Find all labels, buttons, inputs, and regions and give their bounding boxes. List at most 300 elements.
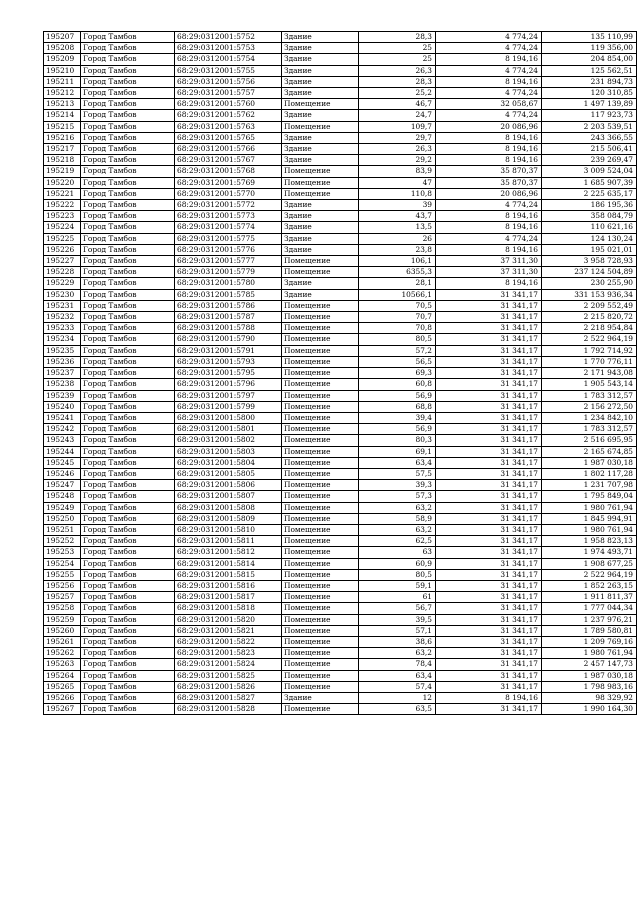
cell-city: Город Тамбов <box>81 368 175 379</box>
cell-object-type: Здание <box>282 211 359 222</box>
cell-id: 195212 <box>44 88 81 99</box>
cell-object-type: Помещение <box>282 412 359 423</box>
cell-area: 63,4 <box>359 457 436 468</box>
cell-city: Город Тамбов <box>81 435 175 446</box>
cell-area: 25 <box>359 54 436 65</box>
cell-id: 195240 <box>44 401 81 412</box>
cell-rate: 31 341,17 <box>436 580 542 591</box>
table-row <box>44 480 637 491</box>
cell-area: 10566,1 <box>359 289 436 300</box>
cell-id: 195243 <box>44 435 81 446</box>
cell-area: 58,9 <box>359 513 436 524</box>
cell-value: 1 802 117,28 <box>542 468 637 479</box>
cell-id: 195241 <box>44 412 81 423</box>
cell-object-type: Здание <box>282 110 359 121</box>
cell-area: 26,3 <box>359 65 436 76</box>
cell-city: Город Тамбов <box>81 659 175 670</box>
table-row <box>44 300 637 311</box>
cell-value: 1 237 976,21 <box>542 614 637 625</box>
cadastral-table <box>43 31 637 715</box>
cell-cadastral-number: 68:29:0312001:5765 <box>175 132 282 143</box>
cell-area: 70,7 <box>359 312 436 323</box>
cell-rate: 8 194,16 <box>436 278 542 289</box>
cell-city: Город Тамбов <box>81 446 175 457</box>
cell-object-type: Помещение <box>282 435 359 446</box>
cell-city: Город Тамбов <box>81 547 175 558</box>
cell-area: 57,5 <box>359 468 436 479</box>
cell-id: 195231 <box>44 300 81 311</box>
table-row <box>44 188 637 199</box>
cell-city: Город Тамбов <box>81 166 175 177</box>
cell-cadastral-number: 68:29:0312001:5770 <box>175 188 282 199</box>
table-row <box>44 446 637 457</box>
cell-area: 69,3 <box>359 368 436 379</box>
cell-object-type: Помещение <box>282 636 359 647</box>
table-row <box>44 558 637 569</box>
cell-id: 195236 <box>44 356 81 367</box>
cell-cadastral-number: 68:29:0312001:5806 <box>175 480 282 491</box>
cell-id: 195264 <box>44 670 81 681</box>
table-row <box>44 132 637 143</box>
table-row <box>44 334 637 345</box>
cell-value: 1 770 776,11 <box>542 356 637 367</box>
cell-cadastral-number: 68:29:0312001:5800 <box>175 412 282 423</box>
cell-id: 195259 <box>44 614 81 625</box>
cell-rate: 31 341,17 <box>436 401 542 412</box>
cell-cadastral-number: 68:29:0312001:5803 <box>175 446 282 457</box>
cell-area: 60,8 <box>359 379 436 390</box>
cell-cadastral-number: 68:29:0312001:5780 <box>175 278 282 289</box>
table-row <box>44 704 637 715</box>
cell-city: Город Тамбов <box>81 289 175 300</box>
cell-value: 1 987 030,18 <box>542 457 637 468</box>
cell-area: 39,4 <box>359 412 436 423</box>
cell-city: Город Тамбов <box>81 312 175 323</box>
cell-id: 195239 <box>44 390 81 401</box>
cell-city: Город Тамбов <box>81 491 175 502</box>
cell-rate: 4 774,24 <box>436 110 542 121</box>
cell-rate: 31 341,17 <box>436 558 542 569</box>
cell-rate: 31 341,17 <box>436 491 542 502</box>
cell-city: Город Тамбов <box>81 65 175 76</box>
cell-rate: 4 774,24 <box>436 233 542 244</box>
cell-object-type: Здание <box>282 32 359 43</box>
cell-id: 195227 <box>44 256 81 267</box>
cell-cadastral-number: 68:29:0312001:5826 <box>175 681 282 692</box>
cell-rate: 4 774,24 <box>436 200 542 211</box>
cell-cadastral-number: 68:29:0312001:5772 <box>175 200 282 211</box>
cell-rate: 31 341,17 <box>436 300 542 311</box>
cell-cadastral-number: 68:29:0312001:5773 <box>175 211 282 222</box>
cell-cadastral-number: 68:29:0312001:5776 <box>175 244 282 255</box>
table-row <box>44 244 637 255</box>
cell-value: 125 562,51 <box>542 65 637 76</box>
cell-value: 3 009 524,04 <box>542 166 637 177</box>
cell-object-type: Здание <box>282 155 359 166</box>
cell-object-type: Помещение <box>282 166 359 177</box>
table-body <box>44 32 637 715</box>
cell-rate: 35 870,37 <box>436 166 542 177</box>
cell-city: Город Тамбов <box>81 457 175 468</box>
cell-id: 195229 <box>44 278 81 289</box>
cell-cadastral-number: 68:29:0312001:5767 <box>175 155 282 166</box>
cell-area: 39,5 <box>359 614 436 625</box>
cell-area: 57,4 <box>359 681 436 692</box>
cell-object-type: Здание <box>282 244 359 255</box>
table-row <box>44 592 637 603</box>
table-row <box>44 99 637 110</box>
cell-cadastral-number: 68:29:0312001:5775 <box>175 233 282 244</box>
cell-object-type: Помещение <box>282 188 359 199</box>
cell-id: 195263 <box>44 659 81 670</box>
cell-object-type: Помещение <box>282 368 359 379</box>
cell-rate: 31 341,17 <box>436 648 542 659</box>
cell-cadastral-number: 68:29:0312001:5793 <box>175 356 282 367</box>
cell-city: Город Тамбов <box>81 110 175 121</box>
cell-id: 195208 <box>44 43 81 54</box>
cell-rate: 8 194,16 <box>436 692 542 703</box>
cell-object-type: Помещение <box>282 379 359 390</box>
cell-area: 63,5 <box>359 704 436 715</box>
cell-object-type: Помещение <box>282 524 359 535</box>
cell-value: 215 506,41 <box>542 144 637 155</box>
table-row <box>44 121 637 132</box>
cell-id: 195238 <box>44 379 81 390</box>
table-row <box>44 211 637 222</box>
cell-value: 1 777 044,34 <box>542 603 637 614</box>
cell-rate: 31 341,17 <box>436 513 542 524</box>
table-row <box>44 88 637 99</box>
table-row <box>44 155 637 166</box>
cell-rate: 31 341,17 <box>436 390 542 401</box>
cell-cadastral-number: 68:29:0312001:5817 <box>175 592 282 603</box>
cell-id: 195221 <box>44 188 81 199</box>
table-row <box>44 65 637 76</box>
cell-id: 195207 <box>44 32 81 43</box>
cell-object-type: Здание <box>282 88 359 99</box>
cell-id: 195215 <box>44 121 81 132</box>
cell-area: 56,9 <box>359 390 436 401</box>
cell-id: 195262 <box>44 648 81 659</box>
cell-object-type: Помещение <box>282 390 359 401</box>
cell-value: 231 894,73 <box>542 76 637 87</box>
table-row <box>44 569 637 580</box>
cell-cadastral-number: 68:29:0312001:5824 <box>175 659 282 670</box>
cell-cadastral-number: 68:29:0312001:5786 <box>175 300 282 311</box>
cell-area: 63 <box>359 547 436 558</box>
table-row <box>44 323 637 334</box>
cell-rate: 20 086,96 <box>436 121 542 132</box>
cell-city: Город Тамбов <box>81 334 175 345</box>
cell-id: 195224 <box>44 222 81 233</box>
cell-city: Город Тамбов <box>81 681 175 692</box>
cell-rate: 31 341,17 <box>436 502 542 513</box>
cell-cadastral-number: 68:29:0312001:5756 <box>175 76 282 87</box>
cell-rate: 20 086,96 <box>436 188 542 199</box>
cell-cadastral-number: 68:29:0312001:5811 <box>175 536 282 547</box>
register-sheet <box>43 31 637 715</box>
cell-value: 1 789 580,81 <box>542 625 637 636</box>
table-row <box>44 144 637 155</box>
cell-area: 70,8 <box>359 323 436 334</box>
table-row <box>44 614 637 625</box>
cell-area: 62,5 <box>359 536 436 547</box>
cell-cadastral-number: 68:29:0312001:5810 <box>175 524 282 535</box>
cell-area: 80,3 <box>359 435 436 446</box>
cell-area: 29,2 <box>359 155 436 166</box>
cell-area: 28,3 <box>359 76 436 87</box>
cell-city: Город Тамбов <box>81 99 175 110</box>
cell-object-type: Здание <box>282 200 359 211</box>
cell-value: 1 990 164,30 <box>542 704 637 715</box>
cell-object-type: Помещение <box>282 468 359 479</box>
cell-rate: 31 341,17 <box>436 323 542 334</box>
table-row <box>44 659 637 670</box>
table-row <box>44 625 637 636</box>
cell-value: 186 195,36 <box>542 200 637 211</box>
cell-id: 195213 <box>44 99 81 110</box>
cell-area: 57,3 <box>359 491 436 502</box>
cell-area: 63,2 <box>359 648 436 659</box>
cell-cadastral-number: 68:29:0312001:5791 <box>175 345 282 356</box>
cell-rate: 31 341,17 <box>436 524 542 535</box>
cell-area: 39 <box>359 200 436 211</box>
table-row <box>44 401 637 412</box>
table-row <box>44 177 637 188</box>
cell-value: 2 522 964,19 <box>542 334 637 345</box>
cell-area: 109,7 <box>359 121 436 132</box>
table-row <box>44 491 637 502</box>
table-row <box>44 390 637 401</box>
cell-object-type: Помещение <box>282 267 359 278</box>
cell-object-type: Здание <box>282 278 359 289</box>
cell-rate: 31 341,17 <box>436 446 542 457</box>
cell-value: 1 231 707,98 <box>542 480 637 491</box>
cell-cadastral-number: 68:29:0312001:5768 <box>175 166 282 177</box>
cell-city: Город Тамбов <box>81 636 175 647</box>
cell-city: Город Тамбов <box>81 54 175 65</box>
cell-id: 195222 <box>44 200 81 211</box>
cell-id: 195247 <box>44 480 81 491</box>
cell-object-type: Помещение <box>282 592 359 603</box>
table-row <box>44 513 637 524</box>
cell-area: 26 <box>359 233 436 244</box>
cell-city: Город Тамбов <box>81 222 175 233</box>
cell-city: Город Тамбов <box>81 76 175 87</box>
table-row <box>44 76 637 87</box>
cell-city: Город Тамбов <box>81 278 175 289</box>
cell-id: 195214 <box>44 110 81 121</box>
cell-value: 1 905 543,14 <box>542 379 637 390</box>
cell-cadastral-number: 68:29:0312001:5802 <box>175 435 282 446</box>
cell-city: Город Тамбов <box>81 412 175 423</box>
cell-id: 195230 <box>44 289 81 300</box>
cell-area: 56,5 <box>359 356 436 367</box>
cell-object-type: Помещение <box>282 569 359 580</box>
table-row <box>44 379 637 390</box>
cell-id: 195249 <box>44 502 81 513</box>
cell-area: 28,1 <box>359 278 436 289</box>
cell-cadastral-number: 68:29:0312001:5787 <box>175 312 282 323</box>
cell-city: Город Тамбов <box>81 603 175 614</box>
cell-area: 47 <box>359 177 436 188</box>
cell-city: Город Тамбов <box>81 513 175 524</box>
cell-rate: 31 341,17 <box>436 379 542 390</box>
cell-id: 195220 <box>44 177 81 188</box>
cell-cadastral-number: 68:29:0312001:5779 <box>175 267 282 278</box>
cell-cadastral-number: 68:29:0312001:5754 <box>175 54 282 65</box>
cell-city: Город Тамбов <box>81 356 175 367</box>
cell-city: Город Тамбов <box>81 88 175 99</box>
cell-rate: 8 194,16 <box>436 132 542 143</box>
cell-area: 23,8 <box>359 244 436 255</box>
cell-area: 6355,3 <box>359 267 436 278</box>
cell-rate: 31 341,17 <box>436 412 542 423</box>
cell-city: Город Тамбов <box>81 211 175 222</box>
cell-id: 195216 <box>44 132 81 143</box>
cell-value: 239 269,47 <box>542 155 637 166</box>
cell-object-type: Здание <box>282 289 359 300</box>
cell-cadastral-number: 68:29:0312001:5808 <box>175 502 282 513</box>
cell-cadastral-number: 68:29:0312001:5796 <box>175 379 282 390</box>
cell-rate: 32 058,67 <box>436 99 542 110</box>
cell-cadastral-number: 68:29:0312001:5752 <box>175 32 282 43</box>
cell-object-type: Помещение <box>282 446 359 457</box>
cell-id: 195261 <box>44 636 81 647</box>
cell-id: 195219 <box>44 166 81 177</box>
cell-id: 195235 <box>44 345 81 356</box>
cell-cadastral-number: 68:29:0312001:5804 <box>175 457 282 468</box>
cell-value: 1 234 842,10 <box>542 412 637 423</box>
cell-cadastral-number: 68:29:0312001:5828 <box>175 704 282 715</box>
cell-city: Город Тамбов <box>81 244 175 255</box>
cell-cadastral-number: 68:29:0312001:5809 <box>175 513 282 524</box>
cell-cadastral-number: 68:29:0312001:5825 <box>175 670 282 681</box>
cell-city: Город Тамбов <box>81 200 175 211</box>
table-row <box>44 356 637 367</box>
cell-city: Город Тамбов <box>81 502 175 513</box>
cell-area: 29,7 <box>359 132 436 143</box>
table-row <box>44 368 637 379</box>
cell-value: 2 218 954,84 <box>542 323 637 334</box>
cell-city: Город Тамбов <box>81 569 175 580</box>
table-row <box>44 547 637 558</box>
cell-value: 1 980 761,94 <box>542 648 637 659</box>
cell-rate: 31 341,17 <box>436 636 542 647</box>
cell-rate: 31 341,17 <box>436 424 542 435</box>
table-row <box>44 222 637 233</box>
cell-rate: 31 341,17 <box>436 435 542 446</box>
cell-id: 195257 <box>44 592 81 603</box>
cell-rate: 31 341,17 <box>436 536 542 547</box>
cell-rate: 4 774,24 <box>436 88 542 99</box>
cell-value: 124 130,24 <box>542 233 637 244</box>
cell-city: Город Тамбов <box>81 625 175 636</box>
cell-rate: 31 341,17 <box>436 681 542 692</box>
table-row <box>44 468 637 479</box>
cell-area: 24,7 <box>359 110 436 121</box>
cell-area: 56,9 <box>359 424 436 435</box>
table-row <box>44 233 637 244</box>
table-row <box>44 32 637 43</box>
cell-city: Город Тамбов <box>81 345 175 356</box>
cell-city: Город Тамбов <box>81 536 175 547</box>
cell-value: 1 987 030,18 <box>542 670 637 681</box>
cell-area: 38,6 <box>359 636 436 647</box>
table-row <box>44 200 637 211</box>
cell-rate: 31 341,17 <box>436 468 542 479</box>
table-row <box>44 256 637 267</box>
cell-value: 237 124 504,89 <box>542 267 637 278</box>
table-row <box>44 648 637 659</box>
cell-rate: 31 341,17 <box>436 457 542 468</box>
cell-object-type: Помещение <box>282 580 359 591</box>
cell-city: Город Тамбов <box>81 233 175 244</box>
cell-cadastral-number: 68:29:0312001:5822 <box>175 636 282 647</box>
cell-cadastral-number: 68:29:0312001:5821 <box>175 625 282 636</box>
cell-rate: 31 341,17 <box>436 289 542 300</box>
cell-area: 80,5 <box>359 334 436 345</box>
table-row <box>44 536 637 547</box>
cell-city: Город Тамбов <box>81 256 175 267</box>
cell-area: 106,1 <box>359 256 436 267</box>
table-row <box>44 289 637 300</box>
cell-cadastral-number: 68:29:0312001:5788 <box>175 323 282 334</box>
cell-value: 1 783 312,57 <box>542 390 637 401</box>
cell-city: Город Тамбов <box>81 580 175 591</box>
cell-object-type: Помещение <box>282 424 359 435</box>
cell-cadastral-number: 68:29:0312001:5805 <box>175 468 282 479</box>
cell-city: Город Тамбов <box>81 32 175 43</box>
cell-id: 195250 <box>44 513 81 524</box>
cell-rate: 37 311,30 <box>436 267 542 278</box>
cell-cadastral-number: 68:29:0312001:5815 <box>175 569 282 580</box>
cell-object-type: Помещение <box>282 121 359 132</box>
cell-cadastral-number: 68:29:0312001:5774 <box>175 222 282 233</box>
cell-rate: 31 341,17 <box>436 312 542 323</box>
cell-object-type: Здание <box>282 76 359 87</box>
cell-value: 1 792 714,92 <box>542 345 637 356</box>
cell-id: 195218 <box>44 155 81 166</box>
cell-object-type: Помещение <box>282 480 359 491</box>
cell-cadastral-number: 68:29:0312001:5769 <box>175 177 282 188</box>
cell-area: 56,7 <box>359 603 436 614</box>
cell-cadastral-number: 68:29:0312001:5777 <box>175 256 282 267</box>
cell-city: Город Тамбов <box>81 267 175 278</box>
table-row <box>44 457 637 468</box>
cell-value: 358 084,79 <box>542 211 637 222</box>
cell-object-type: Здание <box>282 144 359 155</box>
cell-area: 46,7 <box>359 99 436 110</box>
cell-id: 195246 <box>44 468 81 479</box>
cell-value: 1 783 312,57 <box>542 424 637 435</box>
cell-object-type: Помещение <box>282 670 359 681</box>
table-row <box>44 603 637 614</box>
cell-rate: 31 341,17 <box>436 569 542 580</box>
cell-cadastral-number: 68:29:0312001:5763 <box>175 121 282 132</box>
cell-value: 331 153 936,34 <box>542 289 637 300</box>
cell-area: 25,2 <box>359 88 436 99</box>
cell-rate: 4 774,24 <box>436 32 542 43</box>
cell-area: 80,5 <box>359 569 436 580</box>
cell-id: 195225 <box>44 233 81 244</box>
cell-id: 195242 <box>44 424 81 435</box>
table-row <box>44 278 637 289</box>
cell-city: Город Тамбов <box>81 558 175 569</box>
cell-cadastral-number: 68:29:0312001:5814 <box>175 558 282 569</box>
cell-city: Город Тамбов <box>81 401 175 412</box>
cell-city: Город Тамбов <box>81 670 175 681</box>
